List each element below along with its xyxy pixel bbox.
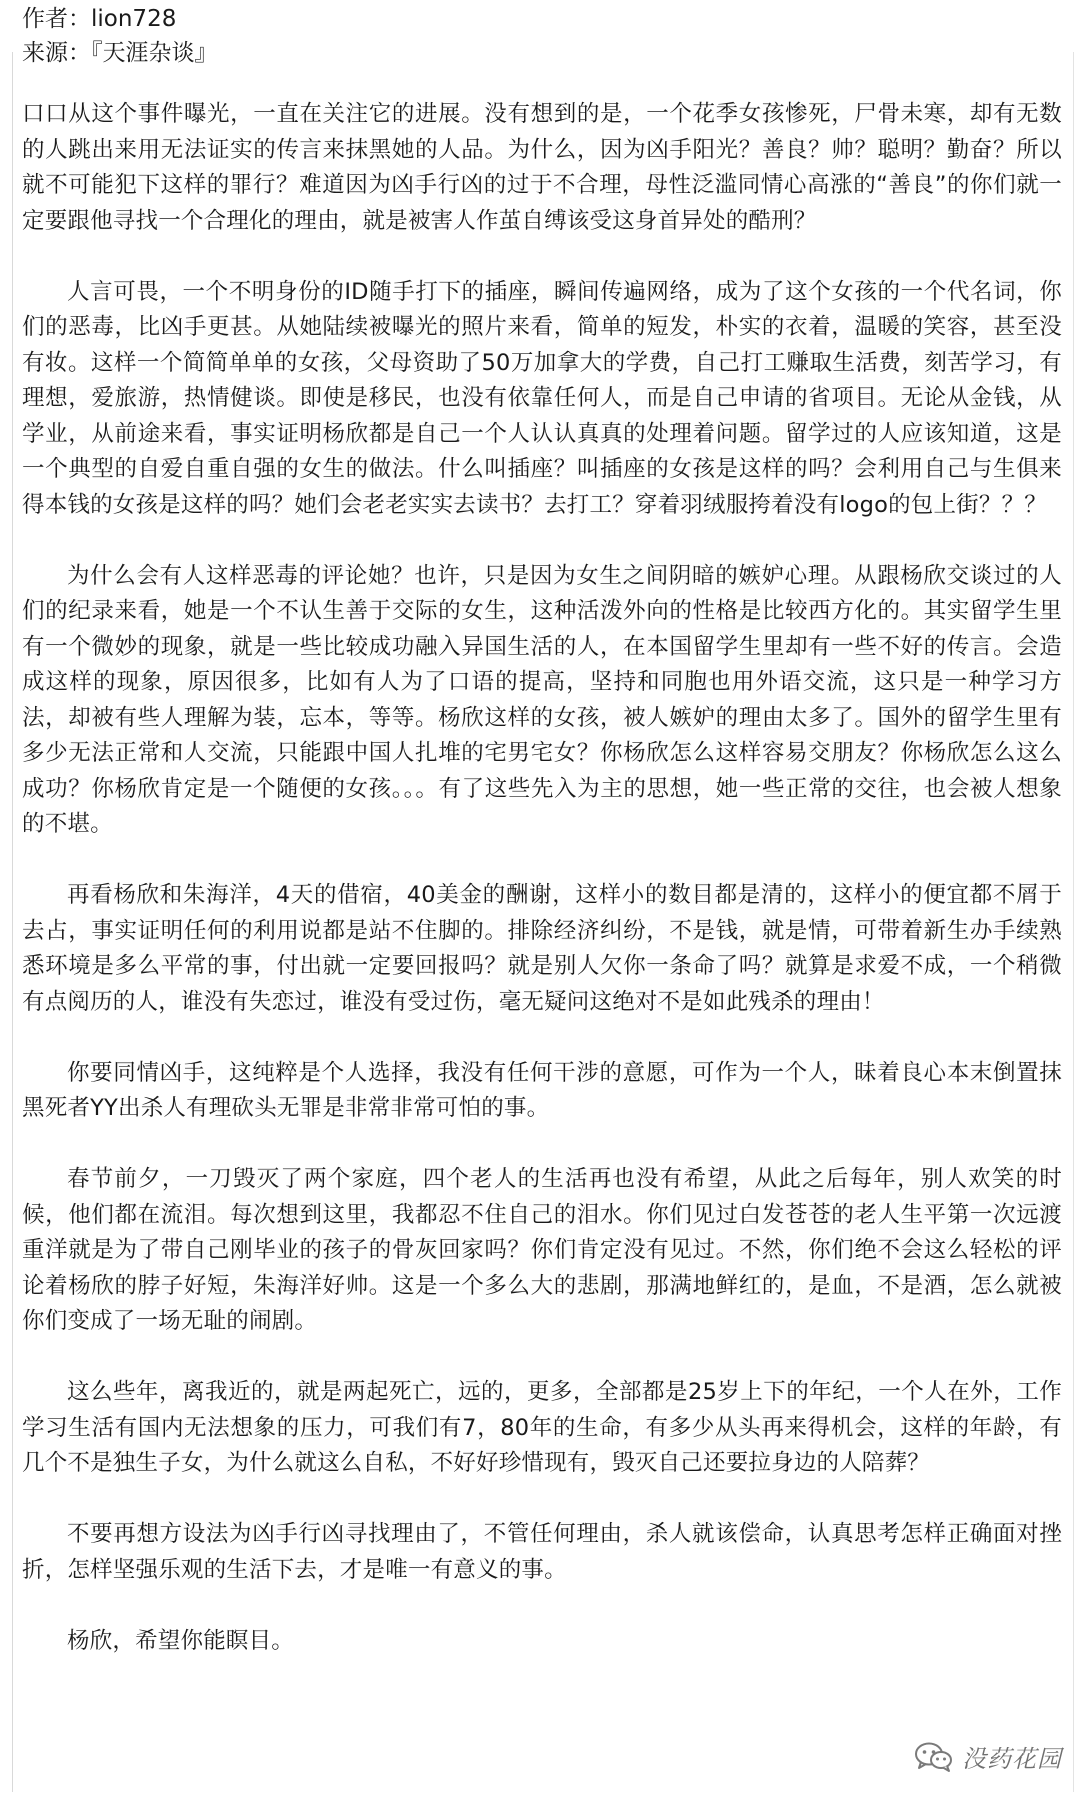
paragraph-4: 再看杨欣和朱海洋，4天的借宿，40美金的酬谢，这样小的数目都是清的，这样小的便宜都不屑于去占，事实证明任何的利用说都是站不住脚的。排除经济纠纷，不是钱，就是情，可带着新生办手续熟悉环境是多么平常的事，付出就一定要回报吗？就是别人欠你一条命了吗？就算是求爱不成，一个稍微有点阅历的人，谁没有失恋过，谁没有受过伤，毫无疑问这绝对不是如此残杀的理由！ (22, 882, 1062, 1015)
watermark-text: 没药花园 (962, 1745, 1062, 1773)
paragraph-2: 人言可畏，一个不明身份的ID随手打下的插座，瞬间传遍网络，成为了这个女孩的一个代名词，你们的恶毒，比凶手更甚。从她陆续被曝光的照片来看，简单的短发，朴实的衣着，温暖的笑容，甚至没有妆。这样一个简简单单的女孩，父母资助了50万加拿大的学费，自己打工赚取生活费，刻苦学习，有理想，爱旅游，热情健谈。即使是移民，也没有依靠任何人，而是自己申请的省项目。无论从金钱，从学业，从前途来看，事实证明杨欣都是自己一个人认认真真的处理着问题。留学过的人应该知道，这是一个典型的自爱自重自强的女生的做法。什么叫插座？叫插座的女孩是这样的吗？会利用自己与生俱来得本钱的女孩是这样的吗？她们会老老实实去读书？去打工？穿着羽绒服挎着没有logo的包上街？？？ (22, 278, 1062, 518)
paragraph-7: 这么些年，离我近的，就是两起死亡，远的，更多，全部都是25岁上下的年纪，一个人在外，工作学习生活有国内无法想象的压力，可我们有7，80年的生命，有多少从头再来得机会，这样的年龄，有几个不是独生子女，为什么就这么自私，不好好珍惜现有，毁灭自己还要拉身边的人陪葬？ (22, 1379, 1062, 1476)
source-line: 来源：『天涯杂谈』 (22, 40, 218, 66)
author-line: 作者：lion728 (22, 6, 177, 32)
paragraph-5: 你要同情凶手，这纯粹是个人选择，我没有任何干涉的意愿，可作为一个人，昧着良心本末倒置抹黑死者YY出杀人有理砍头无罪是非常非常可怕的事。 (22, 1059, 1062, 1121)
watermark (914, 1739, 1062, 1774)
wechat-icon (914, 1741, 954, 1773)
right-border (1073, 52, 1074, 1792)
paragraph-1: 口口从这个事件曝光，一直在关注它的进展。没有想到的是，一个花季女孩惨死，尸骨未寒，却有无数的人跳出来用无法证实的传言来抹黑她的人品。为什么，因为凶手阳光？善良？帅？聪明？勤奋？所以就不可能犯下这样的罪行？难道因为凶手行凶的过于不合理，母性泛滥同情心高涨的“善良”的你们就一定要跟他寻找一个合理化的理由，就是被害人作茧自缚该受这身首异处的酷刑？ (22, 101, 1062, 234)
article-meta (22, 2, 218, 70)
paragraph-9: 杨欣，希望你能瞑目。 (67, 1627, 295, 1654)
article-body (22, 97, 1062, 1695)
paragraph-6: 春节前夕，一刀毁灭了两个家庭，四个老人的生活再也没有希望，从此之后每年，别人欢笑的时候，他们都在流泪。每次想到这里，我都忍不住自己的泪水。你们见过白发苍苍的老人生平第一次远渡重洋就是为了带自己刚毕业的孩子的骨灰回家吗？你们肯定没有见过。不然，你们绝不会这么轻松的评论着杨欣的脖子好短，朱海洋好帅。这是一个多么大的悲剧，那满地鲜红的，是血，不是酒，怎么就被你们变成了一场无耻的闹剧。 (22, 1166, 1062, 1334)
paragraph-3: 为什么会有人这样恶毒的评论她？也许，只是因为女生之间阴暗的嫉妒心理。从跟杨欣交谈过的人们的纪录来看，她是一个不认生善于交际的女生，这种活泼外向的性格是比较西方化的。其实留学生里有一个微妙的现象，就是一些比较成功融入异国生活的人，在本国留学生里却有一些不好的传言。会造成这样的现象，原因很多，比如有人为了口语的提高，坚持和同胞也用外语交流，这只是一种学习方法，却被有些人理解为装，忘本，等等。杨欣这样的女孩，被人嫉妒的理由太多了。国外的留学生里有多少无法正常和人交流，只能跟中国人扎堆的宅男宅女？你杨欣怎么这样容易交朋友？你杨欣怎么这么成功？你杨欣肯定是一个随便的女孩。。。有了这些先入为主的思想，她一些正常的交往，也会被人想象的不堪。 (22, 562, 1062, 837)
paragraph-8: 不要再想方设法为凶手行凶寻找理由了，不管任何理由，杀人就该偿命，认真思考怎样正确面对挫折，怎样坚强乐观的生活下去，才是唯一有意义的事。 (22, 1521, 1062, 1583)
left-border (12, 52, 13, 1792)
